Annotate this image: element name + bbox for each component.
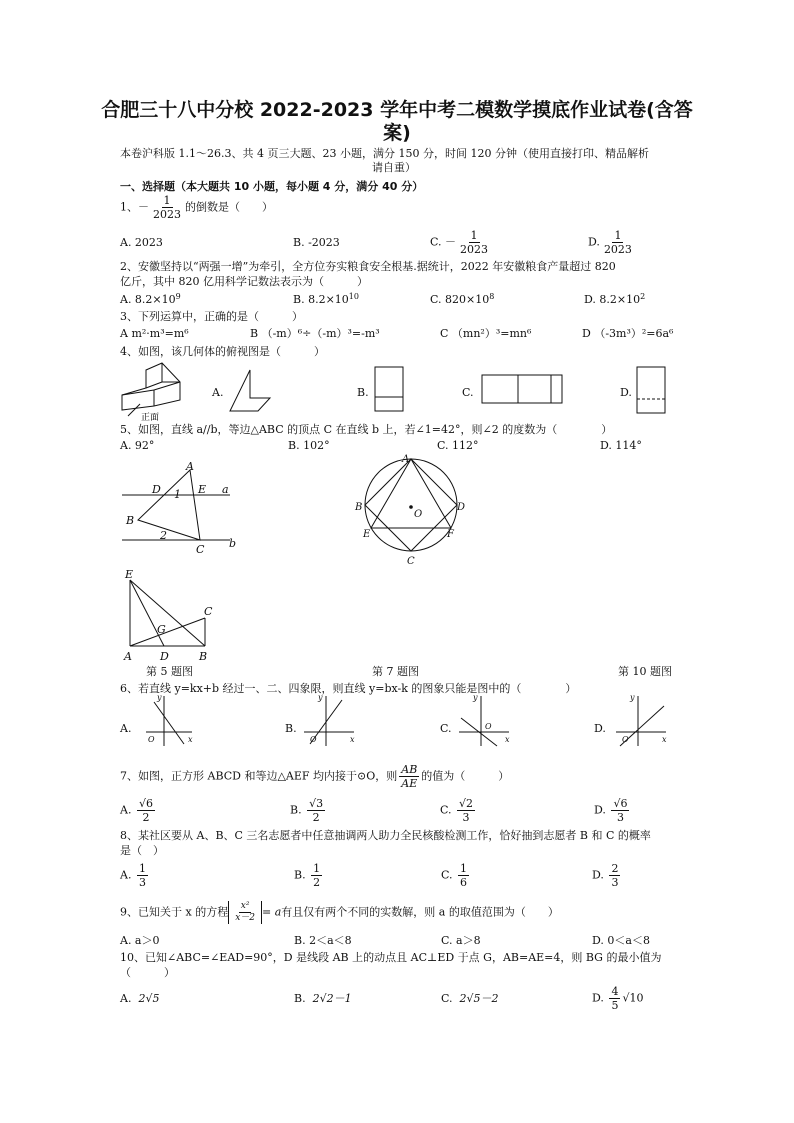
option-b: B. 2√2－1 xyxy=(294,992,352,1005)
figure-10 xyxy=(120,566,220,662)
option-c: C （mn²）³=mn⁶ xyxy=(440,327,532,340)
option-a: A. xyxy=(212,386,224,399)
option-c: C. － $\frac{1}{2023}$ xyxy=(430,229,489,256)
option-a: A. 2023 xyxy=(120,236,163,249)
option-b: B. 2＜a＜8 xyxy=(294,934,352,947)
svg-text:F: F xyxy=(447,529,454,540)
option-d: D. xyxy=(620,386,632,399)
option-d: D. $\frac{4}{5}$ √10 xyxy=(592,985,644,1012)
question-7-stem: 7、如图，正方形 ABCD 和等边△AEF 均内接于⊙O，则 $\frac{AB}{AE}$ 的值为（ ） xyxy=(120,763,510,790)
front-label: 正面 xyxy=(141,413,160,422)
section-heading: 一、选择题（本大题共 10 小题，每小题 4 分，满分 40 分） xyxy=(120,180,424,193)
caption-fig5: 第 5 题图 xyxy=(146,665,193,678)
question-8-stem: 8、某社区要从 A、B、C 三名志愿者中任意抽调两人助力全民核酸检测工作，恰好抽到志愿者 B 和 C 的概率 xyxy=(120,829,651,842)
svg-text:y: y xyxy=(318,693,323,702)
svg-text:x: x xyxy=(188,735,193,744)
svg-text:O: O xyxy=(148,735,155,744)
question-3-stem: 3、下列运算中，正确的是（ ） xyxy=(120,310,303,323)
caption-fig7: 第 7 题图 xyxy=(372,665,419,678)
question-2-stem: 2、安徽坚持以“两强一增”为牵引，全方位夯实粮食安全根基.据统计，2022 年安徽粮食产量超过 820 xyxy=(120,260,616,273)
option-a-figure xyxy=(228,368,286,414)
svg-text:A: A xyxy=(402,454,410,465)
intro-line2: 请自重） xyxy=(372,161,416,174)
option-c-figure xyxy=(481,374,565,406)
option-d: D. $\frac{√6}{3}$ xyxy=(594,797,628,824)
question-9-stem: 9、已知关于 x 的方程 $\frac{\text{x²}}{x-2}$ = a有且仅有两个不同的实数解，则 a 的取值范围为（ ） xyxy=(120,901,559,923)
question-6-stem: 6、若直线 y=kx+b 经过一、二、四象限，则直线 y=bx-k 的图象只能是图中的（ ） xyxy=(120,682,577,695)
solid-figure xyxy=(118,360,190,422)
svg-text:1: 1 xyxy=(174,488,181,501)
intro-line: 本卷沪科版 1.1～26.3、共 4 页三大题、23 小题，满分 150 分，时间 120 分钟（使用直接打印、精品解析 xyxy=(120,147,649,160)
option-b: B. xyxy=(285,722,297,735)
option-b: B. $\frac{√3}{2}$ xyxy=(290,797,324,824)
option-a: A. $\frac{1}{3}$ xyxy=(120,862,146,889)
option-d: D. $8.2\times 10^2$ xyxy=(584,292,646,306)
svg-text:A: A xyxy=(186,460,194,473)
option-c: C. xyxy=(440,722,452,735)
svg-text:E: E xyxy=(198,483,207,496)
option-c: C. $\frac{1}{6}$ xyxy=(441,862,468,889)
fraction: $\frac{1}{2023}$ xyxy=(153,194,181,221)
option-a: A. xyxy=(120,722,132,735)
svg-text:x: x xyxy=(350,735,355,744)
option-a: A. $8.2\times 10^9$ xyxy=(120,292,181,306)
option-d: D. $\frac{2}{3}$ xyxy=(592,862,619,889)
option-d: D （-3m³）²=6a⁶ xyxy=(582,327,674,340)
svg-text:C: C xyxy=(204,605,213,618)
option-c: C. 112° xyxy=(437,439,479,452)
svg-text:E: E xyxy=(363,529,371,540)
option-b-figure xyxy=(374,366,406,414)
svg-text:y: y xyxy=(473,693,478,702)
svg-text:C: C xyxy=(407,556,415,567)
option-c: C. a＞8 xyxy=(441,934,481,947)
svg-text:D: D xyxy=(457,502,466,513)
svg-text:C: C xyxy=(196,543,205,556)
svg-text:O: O xyxy=(310,735,317,744)
svg-text:y: y xyxy=(630,693,635,702)
option-c: C. $820\times 10^8$ xyxy=(430,292,495,306)
svg-text:B: B xyxy=(199,650,208,662)
option-d-figure xyxy=(636,366,668,416)
svg-text:B: B xyxy=(126,514,135,527)
svg-text:2: 2 xyxy=(160,529,167,542)
option-a: A m²·m³=m⁶ xyxy=(120,327,189,340)
svg-text:x: x xyxy=(662,735,667,744)
svg-text:E: E xyxy=(125,568,134,581)
graph-option-c xyxy=(455,692,513,750)
figure-7 xyxy=(353,452,473,570)
figure-5 xyxy=(118,458,248,558)
page-title-line2: 案) xyxy=(383,122,411,144)
svg-text:x: x xyxy=(505,735,510,744)
graph-option-d xyxy=(612,692,670,750)
svg-text:B: B xyxy=(355,502,363,513)
option-a: A. a＞0 xyxy=(120,934,160,947)
option-c: C. 2√5－2 xyxy=(441,992,499,1005)
option-b: B. $8.2\times 10^{10}$ xyxy=(293,292,359,306)
caption-fig10: 第 10 题图 xyxy=(618,665,672,678)
option-a: A. $\frac{√6}{2}$ xyxy=(120,797,153,824)
question-2-stem-2: 亿斤，其中 820 亿用科学记数法表示为（ ） xyxy=(120,275,368,288)
svg-text:O: O xyxy=(485,722,492,731)
option-c: C. xyxy=(462,386,474,399)
option-d: D. 0＜a＜8 xyxy=(592,934,650,947)
question-8-stem-2: 是（ ） xyxy=(120,844,164,857)
option-d: D. 114° xyxy=(600,439,642,452)
svg-text:D: D xyxy=(160,650,169,662)
option-b: B. xyxy=(357,386,369,399)
question-10-stem-2: （ ） xyxy=(120,966,175,979)
option-d: D. $\frac{1}{2023}$ xyxy=(588,229,632,256)
option-b: B （-m）⁶÷（-m）³=-m³ xyxy=(250,327,380,340)
option-a: A. 2√5 xyxy=(120,992,160,1005)
svg-text:b: b xyxy=(229,537,237,550)
svg-text:y: y xyxy=(157,693,162,702)
svg-text:G: G xyxy=(157,623,166,636)
svg-text:A: A xyxy=(124,650,132,662)
svg-text:O: O xyxy=(414,509,423,520)
option-a: A. 92° xyxy=(120,439,155,452)
question-10-stem: 10、已知∠ABC=∠EAD=90°，D 是线段 AB 上的动点且 AC⊥ED 于点 G，AB=AE=4，则 BG 的最小值为 xyxy=(120,951,662,964)
graph-option-b xyxy=(300,692,358,750)
option-b: B. 102° xyxy=(288,439,330,452)
page-title: 合肥三十八中分校 2022-2023 学年中考二模数学摸底作业试卷(含答 xyxy=(101,99,693,121)
option-c: C. $\frac{√2}{3}$ xyxy=(440,797,474,824)
question-5-stem: 5、如图，直线 a//b，等边△ABC 的顶点 C 在直线 b 上，若∠1=42°，则∠2 的度数为（ ） xyxy=(120,423,613,436)
svg-text:O: O xyxy=(622,735,629,744)
option-b: B. $\frac{1}{2}$ xyxy=(294,862,321,889)
graph-option-a xyxy=(142,692,196,750)
option-b: B. -2023 xyxy=(293,236,340,249)
option-d: D. xyxy=(594,722,606,735)
question-1-stem: 1、－ $\frac{1}{2023}$ 的倒数是（ ） xyxy=(120,194,273,221)
svg-text:a: a xyxy=(222,483,229,496)
question-4-stem: 4、如图，该几何体的俯视图是（ ） xyxy=(120,345,325,358)
svg-text:D: D xyxy=(152,483,161,496)
